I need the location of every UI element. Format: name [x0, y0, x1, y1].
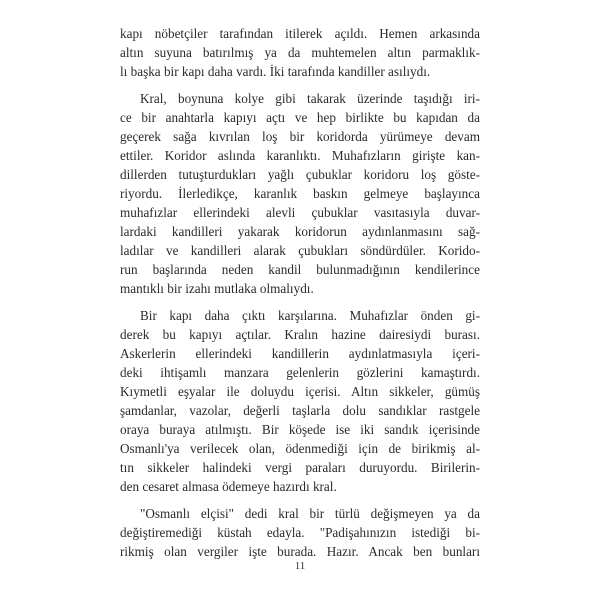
text-line: ettiler. Koridor aslında karanlıktı. Muhafızların girişte kan-	[120, 148, 480, 163]
text-line: oraya buraya atılmıştı. Bir köşede ise iki sandık içerisinde	[120, 422, 480, 437]
text-line: değiştiremediği küstah edayla. "Padişahınızın istediği bi-	[120, 525, 480, 540]
text-line: den cesaret almasa ödemeye hazırdı kral.	[120, 479, 337, 494]
text-line: şamdanlar, vazolar, değerli taşlarla dolu sandıklar rastgele	[120, 403, 480, 418]
text-line: "Osmanlı elçisi" dedi kral bir türlü değişmeyen ya da	[140, 506, 480, 521]
paragraph	[120, 24, 480, 81]
text-line: ladılar ve kandilleri alarak çubukları söndürdüler. Korido-	[120, 243, 480, 258]
text-line: lı başka bir kapı daha vardı. İki tarafında kandiller asılıydı.	[120, 64, 431, 79]
text-line: Kral, boynuna kolye gibi takarak üzerinde taşıdığı iri-	[140, 91, 480, 106]
text-line: riyordu. İlerledikçe, karanlık baskın gelmeye başlayınca	[120, 186, 480, 201]
text-line: rikmiş olan vergiler işte burada. Hazır. Ancak ben bunları	[120, 544, 480, 559]
text-line: tın sikkeler halindeki vergi paraları duruyordu. Birilerin-	[120, 460, 480, 475]
text-line: Osmanlı'ya verilecek olan, ödenmediği için de birikmiş al-	[120, 441, 480, 456]
text-line: Kıymetli eşyalar ile doluydu içerisi. Altın sikkeler, gümüş	[120, 384, 480, 399]
paragraph	[120, 504, 480, 561]
text-line: dillerden tutuşturdukları yağlı çubuklar koridoru loş göste-	[120, 167, 480, 182]
text-line: altın suyuna batırılmış ya da muhtemelen altın parmaklık-	[120, 45, 480, 60]
paragraph	[120, 306, 480, 496]
page-number: 11	[294, 560, 306, 572]
paragraph	[120, 89, 480, 298]
text-line: kapı nöbetçiler tarafından itilerek açıldı. Hemen arkasında	[120, 26, 480, 41]
text-line: geçerek sağa kıvrılan loş bir koridorda yürümeye devam	[120, 129, 480, 144]
text-line: lardaki kandilleri yakarak koridorun aydınlanmasını sağ-	[120, 224, 480, 239]
text-line: derek bu kapıyı açtılar. Kralın hazine dairesiydi burası.	[120, 327, 480, 342]
text-line: Askerlerin ellerindeki kandillerin aydınlatmasıyla içeri-	[120, 346, 480, 361]
text-line: muhafızlar ellerindeki alevli çubuklar vasıtasıyla duvar-	[120, 205, 480, 220]
page-body	[120, 24, 480, 569]
text-line: deki ihtişamlı manzara gelenlerin gözlerini kamaştırdı.	[120, 365, 480, 380]
text-line: ce bir anahtarla kapıyı açtı ve hep birlikte bu kapıdan da	[120, 110, 480, 125]
text-line: Bir kapı daha çıktı karşılarına. Muhafızlar önden gi-	[140, 308, 480, 323]
text-line: mantıklı bir izahı mutlaka olmalıydı.	[120, 281, 314, 296]
text-line: run başlarında neden kandil bulunmadığının kendilerince	[120, 262, 480, 277]
